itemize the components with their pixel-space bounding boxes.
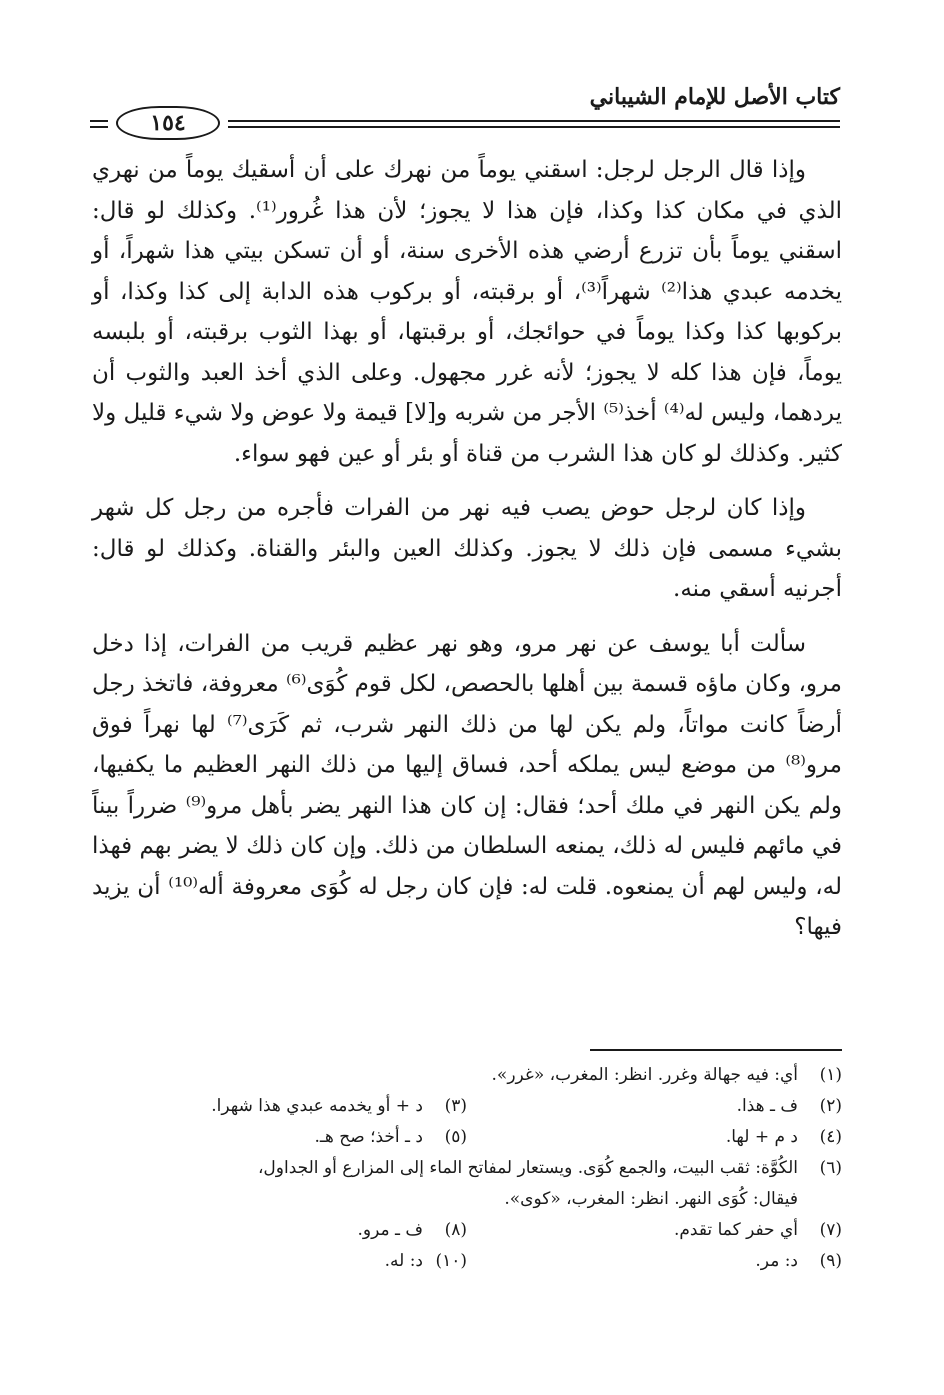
footnote-row xyxy=(92,1060,842,1091)
page-header xyxy=(90,70,840,140)
footnotes xyxy=(92,1060,842,1277)
footnote-text: ف ـ مرو. xyxy=(357,1220,423,1240)
footnote-text: فيقال: كُوَى النهر. انظر: المغرب، «كوى». xyxy=(504,1189,798,1209)
footnote-text: أي حفر كما تقدم. xyxy=(673,1220,798,1240)
footnote-row xyxy=(92,1122,842,1153)
footnote-row xyxy=(92,1091,842,1122)
footnote-number: (٢) xyxy=(819,1096,842,1116)
running-title: كتاب الأصل للإمام الشيباني xyxy=(589,84,840,110)
footnote-row xyxy=(92,1246,842,1277)
main-text xyxy=(92,150,842,962)
paragraph-3: سألت أبا يوسف عن نهر مرو، وهو نهر عظيم قريب من الفرات، إذا دخل مرو، وكان ماؤه قسمة بين أهلها بالحصص، لكل قوم كُوَى⁽⁶⁾ معروفة، فاتخذ رجل أرضاً كانت مواتاً، ولم يكن لها من ذلك النهر شرب، ثم كَرَى⁽⁷⁾ لها نهراً فوق مرو⁽⁸⁾ من موضع ليس يملكه أحد، فساق إليها من ذلك النهر العظيم ما يكفيها، ولم يكن النهر في ملك أحد؛ فقال: إن كان هذا النهر يضر بأهل مرو⁽⁹⁾ ضرراً بيناً في مائهم فليس له ذلك، يمنعه السلطان من ذلك. وإن كان ذلك لا يضر بهم فهذا له، وليس لهم أن يمنعوه. قلت له: فإن كان رجل له كُوَى معروفة أله⁽¹⁰⁾ أن يزيد فيها؟ xyxy=(92,630,843,940)
page-number-cartouche xyxy=(108,104,228,142)
footnote-continuation xyxy=(92,1184,842,1215)
footnote-number: (٩) xyxy=(819,1251,842,1271)
footnote-number: (٨) xyxy=(444,1220,467,1240)
page-number: ١٥٤ xyxy=(116,106,220,140)
footnote-text: ف ـ هذا. xyxy=(736,1096,798,1116)
footnote-number: (١٠) xyxy=(435,1251,467,1271)
footnote-row xyxy=(92,1153,842,1184)
footnote-number: (٣) xyxy=(444,1096,467,1116)
footnote-text: الكُوَّة: ثقب البيت، والجمع كُوَى. ويستعار لمفاتح الماء إلى المزارع أو الجداول، xyxy=(257,1158,798,1178)
footnote-separator xyxy=(590,1049,842,1051)
footnote-number: (٦) xyxy=(819,1158,842,1178)
footnote-text: د: مر. xyxy=(755,1251,798,1271)
paragraph-1: وإذا قال الرجل لرجل: اسقني يوماً من نهرك على أن أسقيك يوماً من نهري الذي في مكان كذا وكذا، فإن هذا لا يجوز؛ لأن هذا غُرور⁽¹⁾. وكذلك لو قال: اسقني يوماً بأن تزرع أرضي هذه الأخرى سنة، أو أن تسكن بيتي هذا شهراً، أو يخدمه عبدي هذا⁽²⁾ شهراً⁽³⁾، أو برقبته، أو بركوب هذه الدابة إلى كذا وكذا، أو بركوبها كذا وكذا يوماً في حوائجك، أو برقبتها، أو بهذا الثوب برقبته، أو بلبسه يوماً، فإن هذا كله لا يجوز؛ لأنه غرر مجهول. وعلى الذي أخذ العبد والثوب أن يردهما، وليس له⁽⁴⁾ أخذ⁽⁵⁾ الأجر من شربه و[لا] قيمة ولا عوض ولا شيء قليل ولا كثير. وكذلك لو كان هذا الشرب من قناة أو بئر أو عين فهو سواء. xyxy=(91,157,842,467)
footnote-row xyxy=(92,1215,842,1246)
footnote-text: د م + لها. xyxy=(725,1127,798,1147)
footnote-number: (٤) xyxy=(819,1127,842,1147)
footnote-text: د: له. xyxy=(384,1251,423,1271)
footnote-text: أي: فيه جهالة وغرر. انظر: المغرب، «غرر». xyxy=(491,1065,798,1085)
footnote-number: (١) xyxy=(819,1065,842,1085)
footnote-number: (٥) xyxy=(444,1127,467,1147)
paragraph-2: وإذا كان لرجل حوض يصب فيه نهر من الفرات فأجره من رجل كل شهر بشيء مسمى فإن ذلك لا يجوز. وكذلك العين والبئر والقناة. وكذلك لو قال: أجرنيه أسقي منه. xyxy=(92,495,842,602)
footnote-number: (٧) xyxy=(819,1220,842,1240)
footnote-text: د ـ أخذ؛ صح هـ. xyxy=(314,1127,423,1147)
footnote-text: د + أو يخدمه عبدي هذا شهرا. xyxy=(211,1096,423,1116)
